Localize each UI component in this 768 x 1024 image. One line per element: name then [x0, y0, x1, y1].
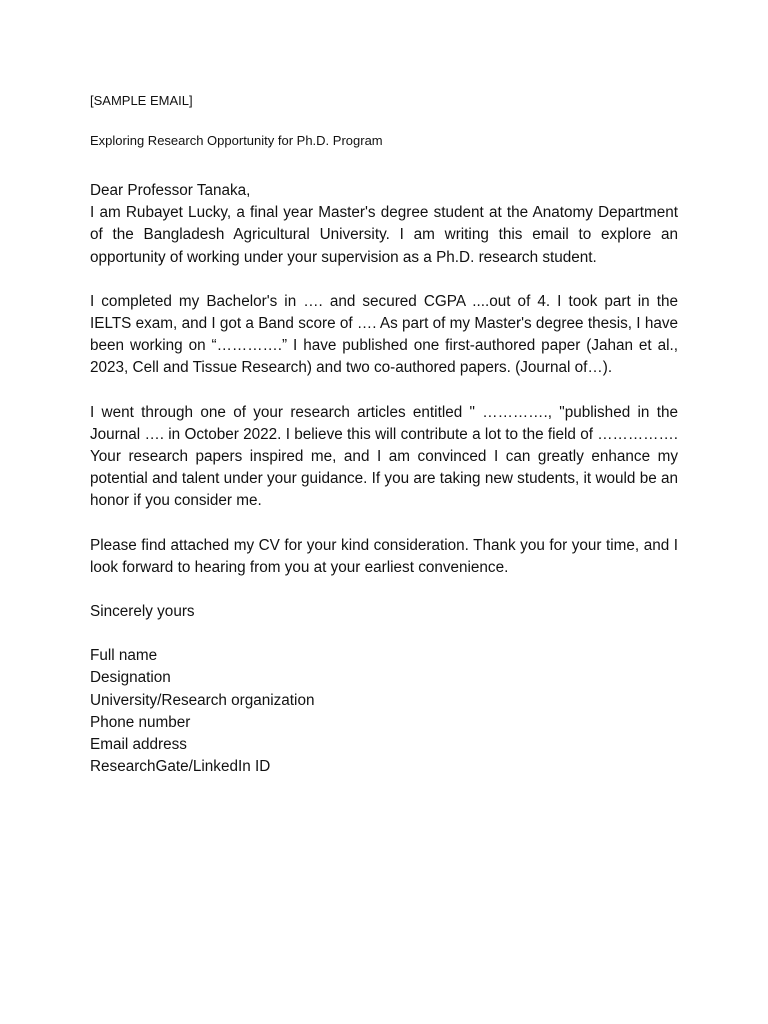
email-document [90, 90, 678, 778]
closing: Sincerely yours [90, 603, 195, 621]
paragraph-attachment: Please find attached my CV for your kind consideration. Thank you for your time, and I look forward to hearing from you at your earliest convenience. [90, 536, 678, 576]
signature-organization: University/Research organization [90, 691, 315, 709]
sample-email-tag: [SAMPLE EMAIL] [90, 93, 193, 108]
paragraph-research-interest: I went through one of your research articles entitled " …………., "published in the Journal …. in October 2022. I believe this will contribute a lot to the field of ……………. Your research papers inspired me, and I am convinced I can greatly enhance my potential and talent under your guidance. If you are taking new students, it would be an honor if you consider me. [90, 403, 678, 510]
signature-profile-id: ResearchGate/LinkedIn ID [90, 758, 271, 776]
paragraph-introduction: I am Rubayet Lucky, a final year Master's degree student at the Anatomy Department of the Bangladesh Agricultural University. I am writing this email to explore an opportunity of working under your supervision as a Ph.D. research student. [90, 204, 678, 266]
signature-full-name: Full name [90, 647, 158, 665]
paragraph-background: I completed my Bachelor's in …. and secured CGPA ....out of 4. I took part in the IELTS exam, and I got a Band score of …. As part of my Master's degree thesis, I have been working on “………….” I have published one first-authored paper (Jahan et al., 2023, Cell and Tissue Research) and two co-authored papers. (Journal of…). [90, 292, 678, 377]
email-subject: Exploring Research Opportunity for Ph.D. Program [90, 133, 383, 148]
signature-phone: Phone number [90, 713, 191, 731]
signature-email: Email address [90, 736, 187, 754]
salutation: Dear Professor Tanaka, [90, 182, 251, 199]
letter-body [90, 180, 678, 778]
signature-block [90, 645, 678, 778]
signature-designation: Designation [90, 669, 171, 687]
